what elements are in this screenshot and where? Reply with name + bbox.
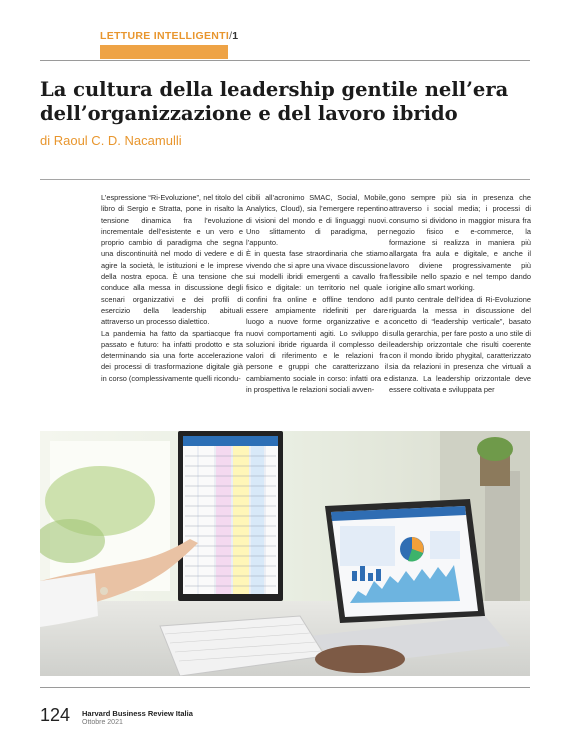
page-number: 124 (40, 705, 71, 725)
magazine-name: Harvard Business Review Italia (82, 709, 193, 718)
paragraph: Il punto centrale dell’idea di Ri-Evoluzione riguarda la messa in discussione del concetto di “leadership verticale”, basato sulla gerarchia, per fare posto a uno stile di leadership orizzontale che risulti coerente con il mondo ibrido phygital, caratterizzato sia da relazioni in presenza che virtuali a distanza. La leadership orizzontale deve essere coltivata e sviluppata per (389, 294, 531, 395)
footer-divider (40, 687, 530, 688)
issue-date: Ottobre 2021 (82, 719, 123, 726)
office-scene-illustration (40, 431, 530, 676)
article-photo (40, 431, 530, 676)
text-column-2 (246, 192, 388, 426)
section-label (100, 30, 238, 42)
top-divider (40, 60, 530, 61)
text-column-3 (389, 192, 531, 426)
section-accent-bar (100, 45, 228, 59)
section-number: 1 (232, 30, 239, 42)
paragraph: gono sempre più sia in presenza che attraverso i social media; i processi di consumo si dividono in maggior misura fra negozio fisico e e-commerce, la formazione si realizza in maniera più allargata fra aula e digitale, e anche il lavoro diviene progressivamente più flessibile nello spazio e nel tempo dando origine allo smart working. (389, 193, 531, 293)
title-divider (40, 179, 530, 180)
paragraph: È in questa fase straordinaria che stiamo vivendo che si apre una vivace discussione sui modelli ibridi emergenti a cavallo fra fisico e digitale: un territorio nel quale i confini fra online e offline tendono ad essere ampiamente ridefiniti per dare luogo a nuove forme organizzative e a nuovi comportamenti agiti. Lo sviluppo di soluzioni ibride riguarda il complesso dei valori di riferimento e le relazioni fra persone e gruppi che caratterizzano il cambiamento sociale in corso: infatti ora e in prospettiva le relazioni sociali avven- (246, 249, 388, 395)
paragraph: L’espressione “Ri-Evoluzione”, nel titolo del libro di Sergio e Stratta, pone in risalto la tensione dinamica fra l’evoluzione incrementale dell’esistente e un vero e proprio cambio di paradigma che segna una discontinuità nel modo di vedere e di agire la società, le istituzioni e le imprese della nostra epoca. È una tensione che conduce alla messa in discussione degli scenari organizzativi e dei profili di esercizio della leadership abituali attraverso un processo dialettico. (101, 193, 243, 327)
text-column-1 (101, 192, 243, 426)
section-slash: / (229, 30, 233, 42)
article-title: La cultura della leadership gentile nell’era dell’organizzazione e del lavoro ibrido (40, 78, 509, 125)
paragraph: cibili all’acronimo SMAC, Social, Mobile, Analytics, Cloud), sia l’emergere repentino di visioni del mondo e di linguaggi nuovi. Uno slittamento di paradigma, per l’appunto. (246, 193, 388, 248)
paragraph: La pandemia ha fatto da spartiacque fra passato e futuro: ha infatti prodotto e sta determinando sia una forte accelerazione dei processi di trasformazione digitale già in corso (complessivamente quelli ricondu- (101, 328, 243, 383)
article-byline: di Raoul C. D. Nacamulli (40, 133, 182, 148)
section-label-text: LETTURE INTELLIGENTI (100, 30, 230, 42)
